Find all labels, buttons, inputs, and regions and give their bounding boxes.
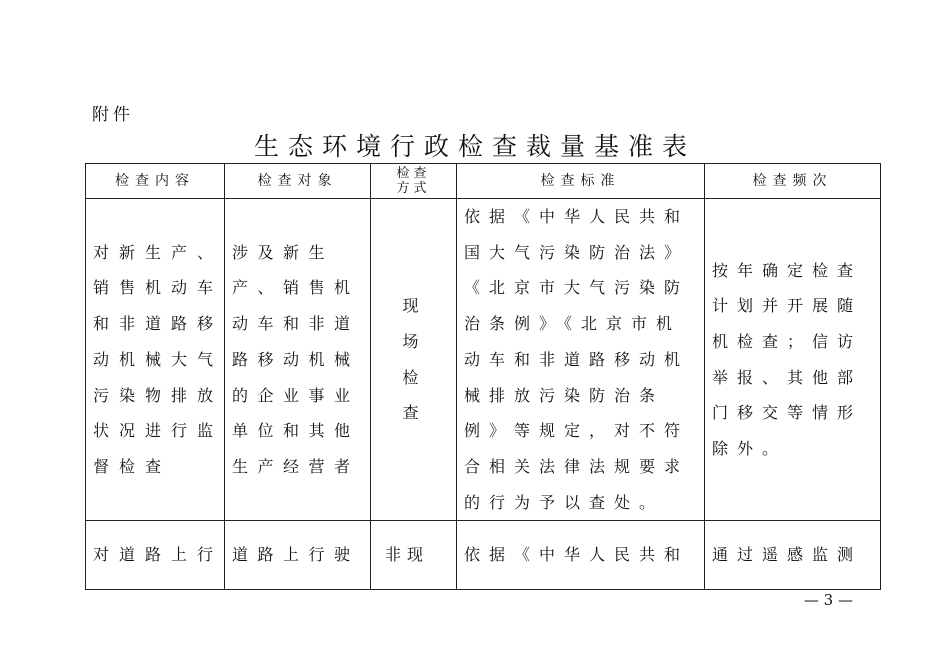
column-header-frequency: 检查频次 — [705, 164, 881, 199]
column-header-standard: 检查标准 — [457, 164, 705, 199]
table-row — [86, 521, 881, 590]
table-header-row — [86, 164, 881, 199]
page-title: 生态环境行政检查裁量基准表 — [253, 132, 696, 161]
cell-content-text: 对道路上行 — [93, 545, 224, 565]
cell-frequency — [705, 521, 881, 590]
cell-frequency-text: 按年确定检查计划并开展随机检查；信访举报、其他部门移交等情形除外。 — [712, 260, 863, 459]
cell-standard — [457, 521, 705, 590]
cell-standard-text: 依据《中华人民共和 — [464, 545, 690, 565]
cell-object — [225, 521, 371, 590]
cell-frequency-text: 通过遥感监测 — [712, 545, 863, 565]
cell-method-text: 非现 — [385, 545, 430, 565]
annex-label: 附件 — [92, 105, 134, 125]
column-header-object: 检查对象 — [225, 164, 371, 199]
cell-method — [371, 199, 457, 521]
column-header-content: 检查内容 — [86, 164, 225, 199]
standards-table — [85, 163, 881, 590]
page-number: — 3 — — [803, 591, 853, 609]
cell-content — [86, 521, 225, 590]
cell-object-text: 涉及新生产、销售机动车和非道路移动机械的企业事业单位和其他生产经营者 — [232, 242, 360, 476]
table-row — [86, 199, 881, 521]
column-header-method — [371, 164, 457, 199]
cell-content-text: 对新生产、销售机动车和非道路移动机械大气污染物排放状况进行监督检查 — [93, 242, 224, 476]
column-header-method-text: 检查方式 — [396, 166, 431, 196]
cell-object-text: 道路上行驶 — [232, 545, 360, 565]
cell-standard-text: 依据《中华人民共和国大气污染防治法》《北京市大气污染防治条例》《北京市机动车和非道路移动机械排放污染防治条例》等规定，对不符合相关法律法规要求的行为予以查处。 — [464, 207, 690, 512]
cell-standard — [457, 199, 705, 521]
cell-content — [86, 199, 225, 521]
cell-method — [371, 521, 457, 590]
cell-method-text: 现场检查 — [402, 296, 425, 423]
cell-object — [225, 199, 371, 521]
cell-frequency — [705, 199, 881, 521]
